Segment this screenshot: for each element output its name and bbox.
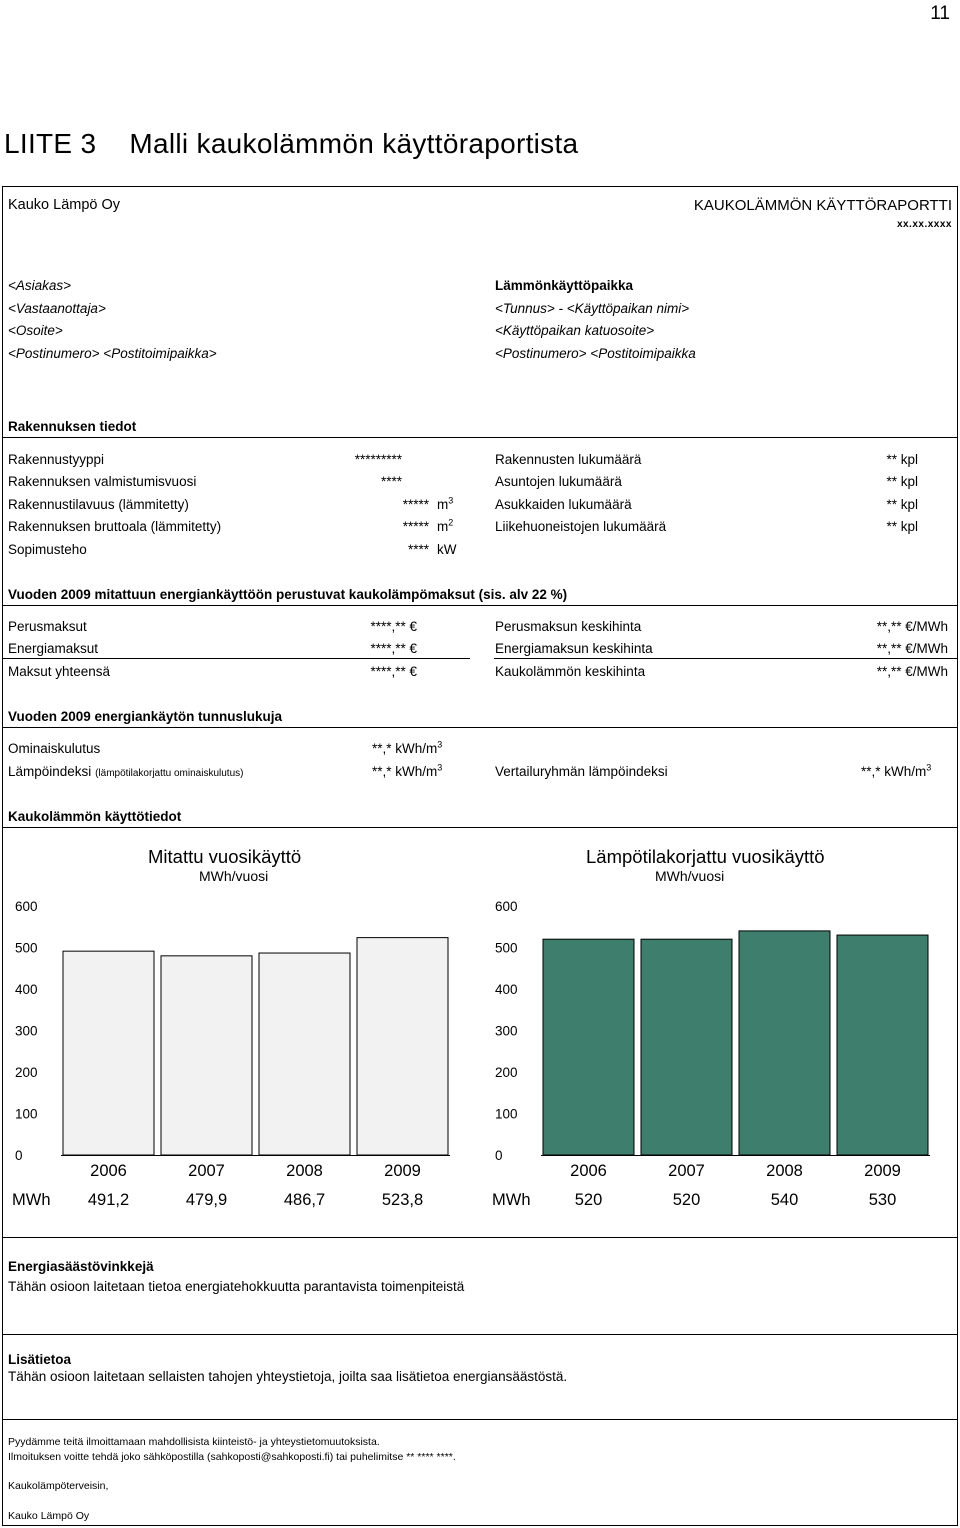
x-tick-label: 2006 [90,1162,127,1180]
corrected-usage-chart [480,880,960,1220]
bar-2008 [259,953,350,1155]
reference-index-value [861,764,931,779]
page-heading [4,128,578,160]
additional-heading: Lisätietoa [8,1352,72,1367]
bar-2009 [357,938,448,1155]
divider [3,827,957,828]
unit-sup: 3 [926,762,932,773]
footer-line-1: Pyydämme teitä ilmoittamaan mahdollisista kiinteistö- ja yhteystietomuutoksista. [8,1436,380,1448]
divider [3,1419,957,1420]
specific-consumption-value [372,741,442,756]
y-tick-label: 0 [15,1148,23,1163]
value-text: **,* kWh/m [861,764,927,779]
y-tick-label: 600 [15,899,38,914]
value-text: **,* kWh/m [372,741,438,756]
x-tick-label: 2008 [766,1162,803,1180]
x-tick-label: 2008 [286,1162,323,1180]
unit-sup: 2 [448,517,454,528]
x-tick-label: 2007 [188,1162,225,1180]
sum-divider [3,658,470,659]
site-line-2: <Käyttöpaikan katuosoite> [495,323,655,338]
fee-label: Perusmaksut [8,619,87,634]
building-value: ***** [402,497,429,512]
y-tick-label: 200 [15,1065,38,1080]
fee-label: Energiamaksut [8,641,99,656]
customer-line-2: <Vastaanottaja> [8,301,106,316]
site-line-3: <Postinumero> <Postitoimipaikka [495,346,696,361]
data-label: 520 [574,1191,603,1209]
unit-sup: 3 [437,762,443,773]
fee-label: Maksut yhteensä [8,664,111,679]
data-label: 479,9 [185,1191,228,1209]
sum-divider [494,658,958,659]
building-unit [437,519,453,534]
y-tick-label: 200 [495,1065,518,1080]
footer-greeting: Kaukolämpöterveisin, [8,1480,109,1492]
chart-title: Lämpötilakorjattu vuosikäyttö [586,846,825,867]
fees-heading: Vuoden 2009 mitattuun energiankäyttöön perustuvat kaukolämpömaksut (sis. alv 22 %) [8,587,568,602]
building-label: Rakennuksen valmistumisvuosi [8,474,197,489]
y-tick-label: 100 [495,1106,518,1122]
divider [3,605,957,606]
price-label: Energiamaksun keskihinta [495,641,653,656]
price-label: Kaukolämmön keskihinta [495,664,646,679]
data-label: 520 [672,1191,701,1209]
fee-value: ****,** € [370,641,417,656]
y-tick-label: 500 [15,940,38,956]
unit-text: m [437,519,449,534]
indicators-heading: Vuoden 2009 energiankäytön tunnuslukuja [8,709,283,724]
y-tick-label: 400 [15,982,38,997]
y-tick-label: 500 [495,940,518,956]
savings-heading: Energiasäästövinkkejä [8,1259,154,1274]
building-value: **** [380,474,402,489]
label-note: (lämpötilakorjattu ominaiskulutus) [95,768,244,779]
bar-2007 [641,939,732,1155]
building-unit [437,497,453,512]
building-count-value: ** kpl [886,519,918,534]
price-label: Perusmaksun keskihinta [495,619,642,634]
reference-index-label: Vertailuryhmän lämpöindeksi [495,764,668,779]
customer-line-3: <Osoite> [8,323,63,338]
data-label: 540 [770,1191,799,1209]
building-value: ********* [354,452,402,467]
building-count-label: Asuntojen lukumäärä [495,474,622,489]
x-tick-label: 2009 [384,1162,421,1180]
building-value: ***** [402,519,429,534]
fee-value: ****,** € [370,619,417,634]
report-title: KAUKOLÄMMÖN KÄYTTÖRAPORTTI [693,197,952,214]
divider [3,727,957,728]
building-label: Rakennustilavuus (lämmitetty) [8,497,189,512]
divider [3,437,957,438]
footer-signature: Kauko Lämpö Oy [8,1510,90,1522]
building-count-label: Asukkaiden lukumäärä [495,497,632,512]
row-label: MWh [492,1191,531,1209]
bar-2007 [161,956,252,1155]
divider [3,1237,957,1238]
usage-heading: Kaukolämmön käyttötiedot [8,809,182,824]
price-value: **,** €/MWh [876,664,948,679]
building-label: Rakennuksen bruttoala (lämmitetty) [8,519,222,534]
price-value: **,** €/MWh [876,619,948,634]
data-label: 530 [868,1191,897,1209]
x-tick-label: 2007 [668,1162,705,1180]
y-tick-label: 400 [495,982,518,997]
page-number: 11 [930,3,950,24]
bar-2009 [837,935,928,1155]
footer-line-2: Ilmoituksen voitte tehdä joko sähköpostilla (sahkoposti@sahkoposti.fi) tai puhelimitse ** **** ****. [8,1451,456,1463]
additional-text: Tähän osioon laitetaan sellaisten tahojen yhteystietoja, joilta saa lisätietoa energiansäästöstä. [8,1369,568,1384]
page-title: Malli kaukolämmön käyttöraportista [129,128,579,159]
report-date: xx.xx.xxxx [896,219,952,230]
building-count-value: ** kpl [886,497,918,512]
building-value: **** [407,542,429,557]
building-heading: Rakennuksen tiedot [8,419,137,434]
y-tick-label: 300 [15,1023,38,1039]
x-tick-label: 2006 [570,1162,607,1180]
heat-index-value [372,764,442,779]
value-text: **,* kWh/m [372,764,438,779]
data-label: 523,8 [381,1191,424,1209]
price-value: **,** €/MWh [876,641,948,656]
y-tick-label: 600 [495,899,518,914]
building-count-value: ** kpl [886,474,918,489]
specific-consumption-label: Ominaiskulutus [8,741,101,756]
y-tick-label: 0 [495,1148,503,1163]
bar-2006 [543,939,634,1155]
appendix-label: LIITE 3 [4,128,97,159]
row-label: MWh [12,1191,51,1209]
building-count-label: Liikehuoneistojen lukumäärä [495,519,667,534]
fee-value: ****,** € [370,664,417,679]
unit-sup: 3 [448,495,454,506]
company-name: Kauko Lämpö Oy [8,197,121,213]
unit-text: m [437,497,449,512]
building-label: Sopimusteho [8,542,87,557]
chart-title: Mitattu vuosikäyttö [148,846,302,867]
building-count-label: Rakennusten lukumäärä [495,452,642,467]
data-label: 491,2 [87,1191,130,1209]
chart-subtitle: MWh/vuosi [199,868,269,884]
customer-line-1: <Asiakas> [8,278,72,293]
site-heading: Lämmönkäyttöpaikka [495,278,634,293]
building-unit: kW [437,542,457,557]
y-tick-label: 100 [15,1106,38,1122]
data-label: 486,7 [283,1191,326,1209]
building-count-value: ** kpl [886,452,918,467]
bar-2008 [739,931,830,1155]
measured-usage-chart [0,880,480,1220]
unit-sup: 3 [437,739,443,750]
y-tick-label: 300 [495,1023,518,1039]
savings-text: Tähän osioon laitetaan tietoa energiatehokkuutta parantavista toimenpiteistä [8,1279,465,1294]
label-text: Lämpöindeksi [8,764,92,779]
bar-2006 [63,951,154,1155]
divider [3,1334,957,1335]
customer-line-4: <Postinumero> <Postitoimipaikka> [8,346,217,361]
building-label: Rakennustyyppi [8,452,105,467]
site-line-1: <Tunnus> - <Käyttöpaikan nimi> [495,301,690,316]
x-tick-label: 2009 [864,1162,901,1180]
chart-subtitle: MWh/vuosi [655,868,725,884]
heat-index-label [8,764,243,779]
